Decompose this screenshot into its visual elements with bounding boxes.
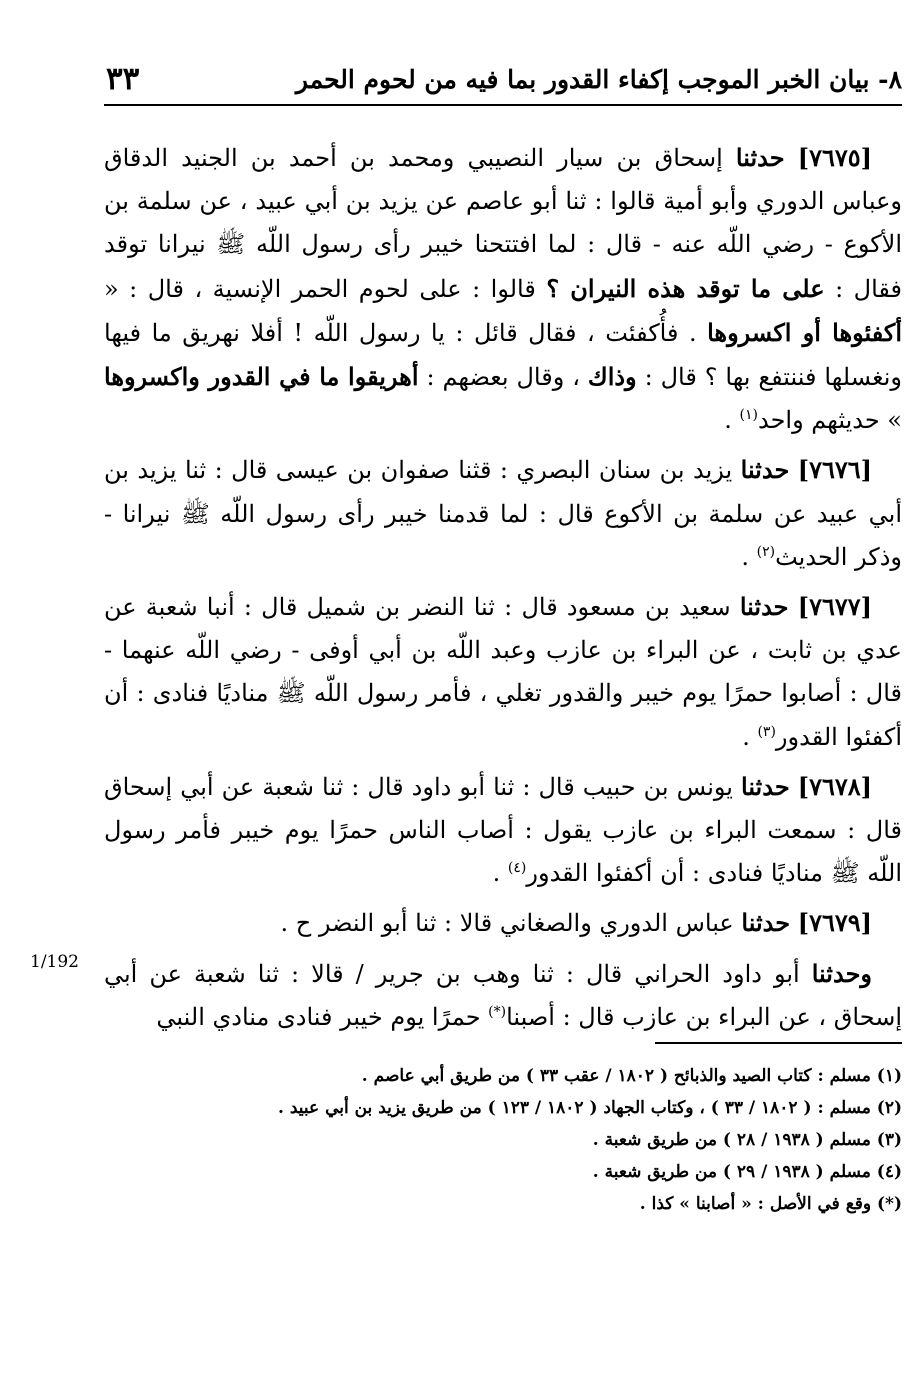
text-segment: حمرًا يوم خيبر فنادى منادي النبي (156, 1002, 489, 1031)
footnote-rule (655, 1042, 902, 1044)
main-text (104, 136, 902, 1045)
bold-segment: أهريقوا ما في القدور واكسروها (104, 362, 419, 392)
footnote-asterisk: (*) وقع في الأصل : « أصابنا » كذا . (639, 1194, 902, 1214)
chapter-title: ٨- بيان الخبر الموجب إكفاء القدور بما فيه من لحوم الحمر (295, 64, 902, 94)
text-segment: يونس بن حبيب قال : ثنا أبو داود قال : ثنا شعبة عن أبي إسحاق قال : سمعت البراء بن عازب يقول : أصاب الناس حمرًا يوم خيبر فأمر رسول اللّه ﷺ مناديًا فنادى : أن أكفئوا القدور (104, 772, 902, 888)
footnote-ref: (١) (739, 407, 758, 424)
text-segment: سعيد بن مسعود قال : ثنا النضر بن شميل قال : أنبا شعبة عن عدي بن ثابت ، عن البراء بن عازب وعبد اللّه بن أبي أوفى - رضي اللّه عنهما - قال : أصابوا حمرًا يوم خيبر والقدور تغلي ، فأمر رسول اللّه ﷺ مناديًا فنادى : أن أكفئوا القدور (104, 593, 902, 751)
hadith-7676 (104, 448, 902, 579)
hadith-number: [٧٦٧٧] (797, 592, 872, 622)
narration-lead: حدثنا (739, 592, 789, 622)
text-segment: . (742, 722, 758, 751)
text-segment: يزيد بن سنان البصري : قثنا صفوان بن عيسى قال : ثنا يزيد بن أبي عبيد عن سلمة بن الأكوع قال : لما قدمنا خيبر رأى رسول اللّه ﷺ نيرانا - وذكر الحديث (104, 456, 902, 571)
narration-lead: حدثنا (735, 143, 785, 172)
hadith-7675 (104, 136, 902, 442)
bold-segment: وذاك (587, 362, 637, 392)
text-segment: ، وقال بعضهم : (426, 363, 580, 392)
narration-lead: وحدثنا (811, 958, 872, 988)
text-segment: . (741, 542, 757, 571)
text-segment: إسحاق بن سيار النصيبي ومحمد بن أحمد بن الجنيد الدقاق وعباس الدوري وأبو أمية قالوا : ثنا أبو عاصم عن يزيد بن أبي عبيد ، عن سلمة بن الأكوع - رضي اللّه عنه - قال : لما افتتحنا خيبر رأى رسول اللّه ﷺ نيرانا توقد فقال : (104, 144, 902, 303)
text-segment: . (492, 859, 508, 888)
text-segment: أبو داود الحراني قال : ثنا وهب بن جرير / قالا : ثنا شعبة عن أبي إسحاق ، عن البراء بن عازب قال : أصبنا (104, 959, 902, 1031)
footnote-ref: (٢) (756, 543, 776, 560)
hadith-number: [٧٦٧٥] (797, 143, 872, 172)
hadith-number: [٧٦٧٨] (797, 771, 872, 801)
hadith-number: [٧٦٧٩] (797, 908, 872, 938)
footnote-1: (١) مسلم : كتاب الصيد والذبائح ( ١٨٠٢ / عقب ٣٣ ) من طريق أبي عاصم . (361, 1066, 902, 1086)
hadith-7679 (104, 901, 902, 945)
hadith-number: [٧٦٧٦] (797, 455, 873, 485)
footnotes (120, 1060, 902, 1220)
footnote-2: (٢) مسلم : ( ١٨٠٢ / ٣٣ ) ، وكتاب الجهاد ( ١٨٠٢ / ١٢٣ ) من طريق يزيد بن أبي عبيد . (277, 1098, 902, 1118)
footnote-ref: (٣) (757, 723, 776, 740)
manuscript-folio-note: 1/192 (30, 952, 79, 972)
bold-segment: على ما توقد هذه النيران ؟ (546, 273, 825, 303)
hadith-7677 (104, 585, 902, 759)
footnote-3: (٣) مسلم ( ١٩٣٨ / ٢٨ ) من طريق شعبة . (592, 1130, 902, 1150)
bold-segment: أكفئوها أو اكسروها (707, 317, 902, 347)
text-segment: . (724, 406, 740, 435)
running-header (90, 56, 902, 102)
footnote-ref: (*) (488, 1003, 507, 1020)
narration-lead: حدثنا (741, 908, 791, 938)
narration-lead: حدثنا (740, 455, 790, 485)
narration-lead: حدثنا (741, 771, 790, 801)
text-segment: » حديثهم واحد (757, 406, 902, 435)
footnote-4: (٤) مسلم ( ١٩٣٨ / ٢٩ ) من طريق شعبة . (592, 1162, 902, 1182)
header-rule (104, 104, 902, 106)
hadith-7679-second-chain (104, 952, 902, 1039)
page-number: ٣٣ (106, 61, 140, 97)
text-segment: عباس الدوري والصغاني قالا : ثنا أبو النضر ح . (280, 909, 734, 938)
footnote-ref: (٤) (507, 860, 527, 877)
hadith-7678 (104, 765, 902, 896)
text-segment: قالوا : على لحوم الحمر الإنسية ، قال : « (104, 274, 536, 303)
text-segment: . فأُكفئت ، فقال قائل : يا رسول اللّه ! أفلا نهريق ما فيها ونغسلها فننتفع بها ؟ قال : (104, 318, 902, 392)
